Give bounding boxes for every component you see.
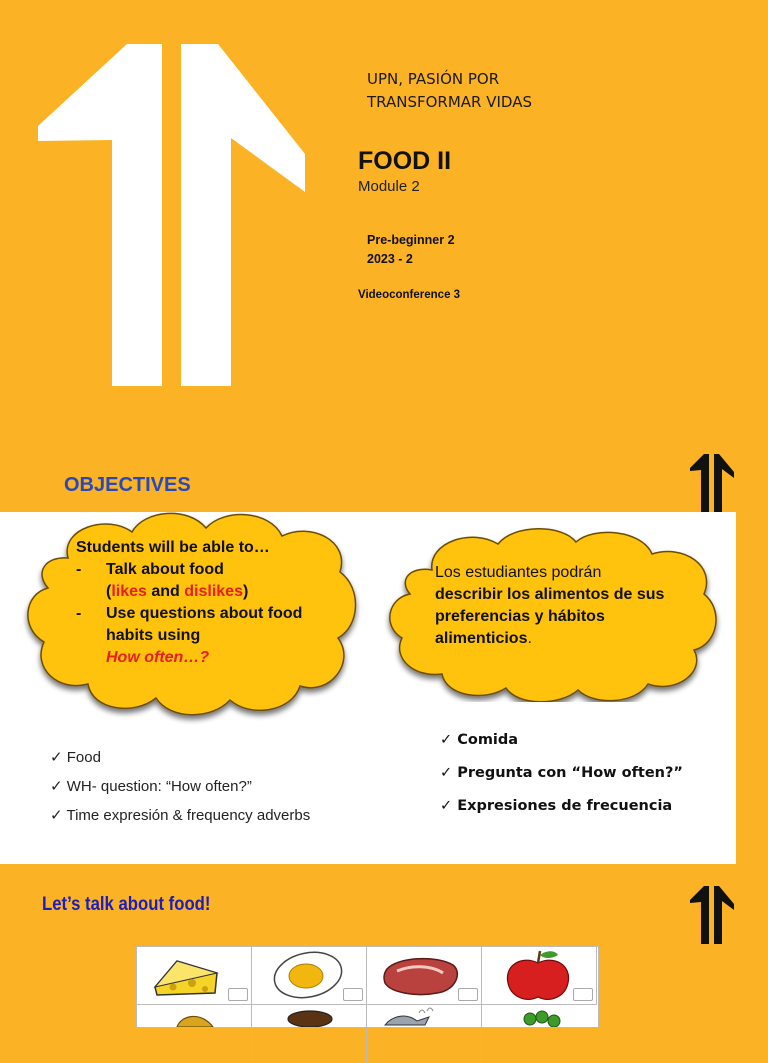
check-icon: ✓: [440, 765, 453, 781]
food-cell[interactable]: [137, 947, 252, 1005]
cloud-en-intro: Students will be able to…: [76, 539, 270, 556]
food-heading: Let’s talk about food!: [42, 894, 211, 915]
food-cell[interactable]: [252, 1005, 367, 1063]
course-info: [367, 231, 455, 269]
list-item: [76, 603, 336, 669]
session-label: Videoconference 3: [358, 289, 461, 301]
food-cell[interactable]: [482, 947, 597, 1005]
list-item: [50, 801, 310, 830]
food-cell[interactable]: [367, 1005, 482, 1063]
list-item: [76, 559, 336, 603]
check-item-label: Time expresión & frequency adverbs: [66, 807, 311, 824]
cloud-es-text: [435, 562, 690, 650]
upn-logo-icon: [38, 44, 306, 388]
checkbox[interactable]: [573, 988, 593, 1001]
check-icon: ✓: [50, 807, 63, 824]
cloud-es-bold: describir los alimentos de sus preferencias y hábitos alimenticios: [435, 586, 665, 647]
check-icon: ✓: [440, 732, 453, 748]
cloud-es-intro: Los estudiantes podrán: [435, 564, 602, 581]
check-item-label: WH- question: “How often?”: [66, 778, 252, 795]
upn-small-logo-icon: [688, 454, 736, 512]
period-label: 2023 - 2: [367, 252, 413, 266]
check-icon: ✓: [50, 749, 63, 766]
checklist-es: [440, 724, 683, 823]
check-item-label: Pregunta con “How often?”: [457, 765, 683, 781]
list-item: [440, 724, 683, 757]
checkbox[interactable]: [458, 988, 478, 1001]
food-grid: [136, 946, 599, 1028]
objectives-heading: OBJECTIVES: [64, 474, 191, 496]
food-cell[interactable]: [252, 947, 367, 1005]
page-title: FOOD II: [358, 147, 452, 175]
module-label: Module 2: [358, 178, 420, 195]
check-icon: ✓: [50, 778, 63, 795]
objectives-body: [0, 512, 736, 864]
food-cell[interactable]: [367, 947, 482, 1005]
check-item-label: Comida: [457, 732, 519, 748]
how-often-label: How often…?: [106, 649, 210, 666]
cloud-en-text: [76, 537, 336, 669]
list-item: [440, 757, 683, 790]
food-cell[interactable]: [482, 1005, 597, 1063]
slide-cover: [0, 0, 768, 440]
level-label: Pre-beginner 2: [367, 233, 455, 247]
item1-paren-open: (: [106, 583, 112, 600]
item1-prefix: Talk about food: [106, 561, 224, 578]
check-icon: ✓: [440, 798, 453, 814]
list-item: [440, 790, 683, 823]
tagline-line-2: TRANSFORMAR VIDAS: [367, 93, 532, 111]
food-cell[interactable]: [137, 1005, 252, 1063]
item2-text: Use questions about food habits using: [106, 605, 303, 644]
checklist-en: [50, 743, 310, 830]
dislikes-label: dislikes: [184, 583, 243, 600]
upn-small-logo-icon: [688, 886, 736, 944]
cloud-en-list: [76, 559, 336, 669]
and-label: and: [146, 583, 185, 600]
likes-label: likes: [111, 583, 147, 600]
item1-paren-close: ): [242, 583, 249, 600]
cloud-es-end: .: [527, 630, 532, 647]
checkbox[interactable]: [228, 988, 248, 1001]
check-item-label: Food: [66, 749, 101, 766]
checkbox[interactable]: [343, 988, 363, 1001]
list-item: [50, 772, 310, 801]
list-item: [50, 743, 310, 772]
tagline: [367, 68, 532, 114]
tagline-line-1: UPN, PASIÓN POR: [367, 70, 500, 88]
check-item-label: Expresiones de frecuencia: [457, 798, 673, 814]
